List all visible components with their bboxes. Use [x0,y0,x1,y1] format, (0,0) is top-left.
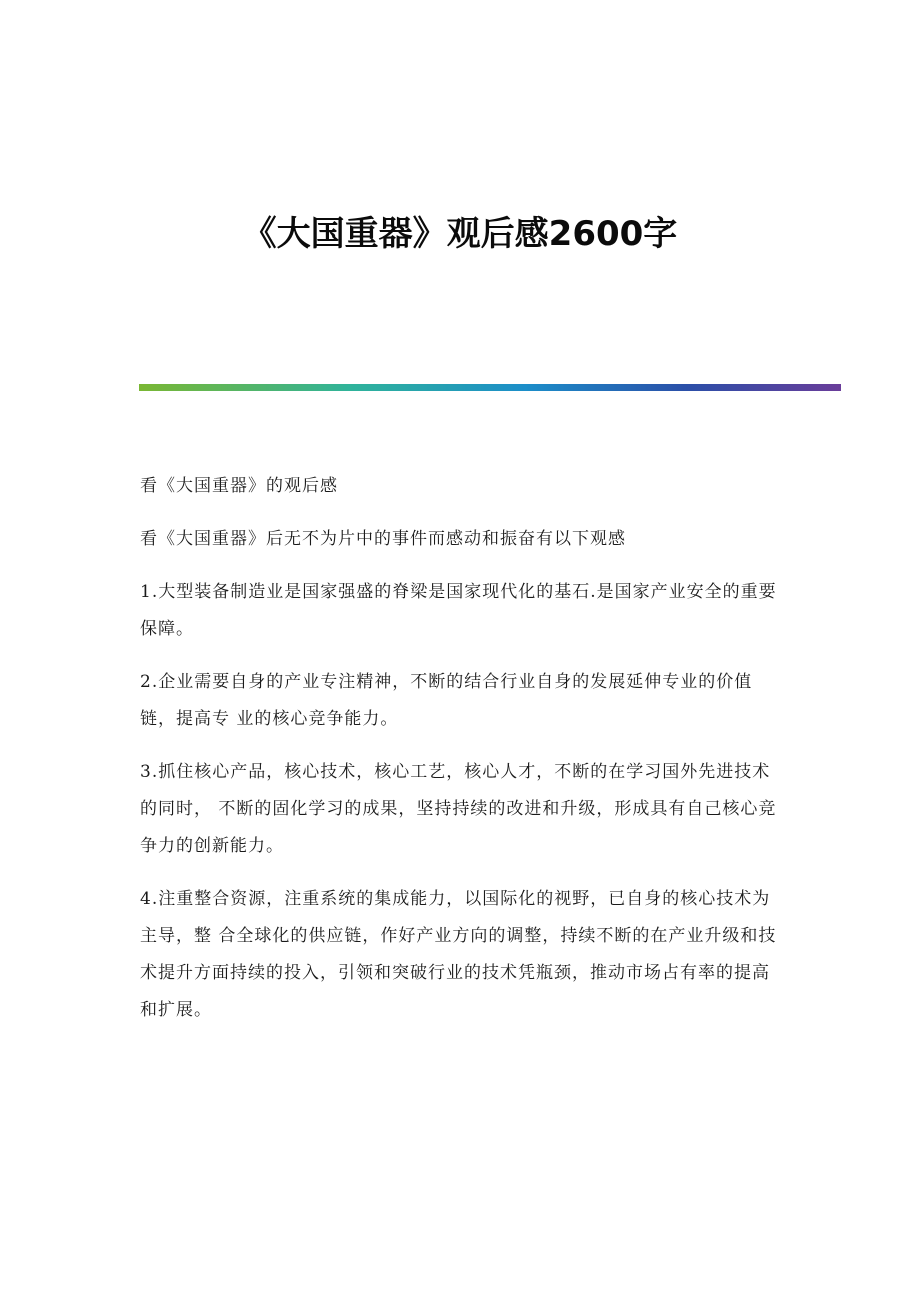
document-title: 《大国重器》观后感2600字 [242,214,678,254]
paragraph-point-4: 4.注重整合资源，注重系统的集成能力，以国际化的视野，已自身的核心技术为主导，整 合全球化的供应链，作好产业方向的调整，持续不断的在产业升级和技术提升方面持续的投入，引领和突破行业的技术凭瓶颈，推动市场占有率的提高和扩展。 [140,889,777,1020]
paragraph-point-1: 1.大型装备制造业是国家强盛的脊梁是国家现代化的基石.是国家产业安全的重要保障。 [140,582,777,639]
document-body [140,468,785,1029]
paragraph-intro: 看《大国重器》后无不为片中的事件而感动和振奋有以下观感 [140,529,626,549]
paragraph-heading: 看《大国重器》的观后感 [140,476,338,496]
paragraph-point-2: 2.企业需要自身的产业专注精神，不断的结合行业自身的发展延伸专业的价值链，提高专 业的核心竞争能力。 [140,672,753,729]
paragraph-point-3: 3.抓住核心产品，核心技术，核心工艺，核心人才，不断的在学习国外先进技术的同时， 不断的固化学习的成果，坚持持续的改进和升级，形成具有自己核心竞争力的创新能力。 [140,762,777,856]
gradient-divider [139,384,841,391]
